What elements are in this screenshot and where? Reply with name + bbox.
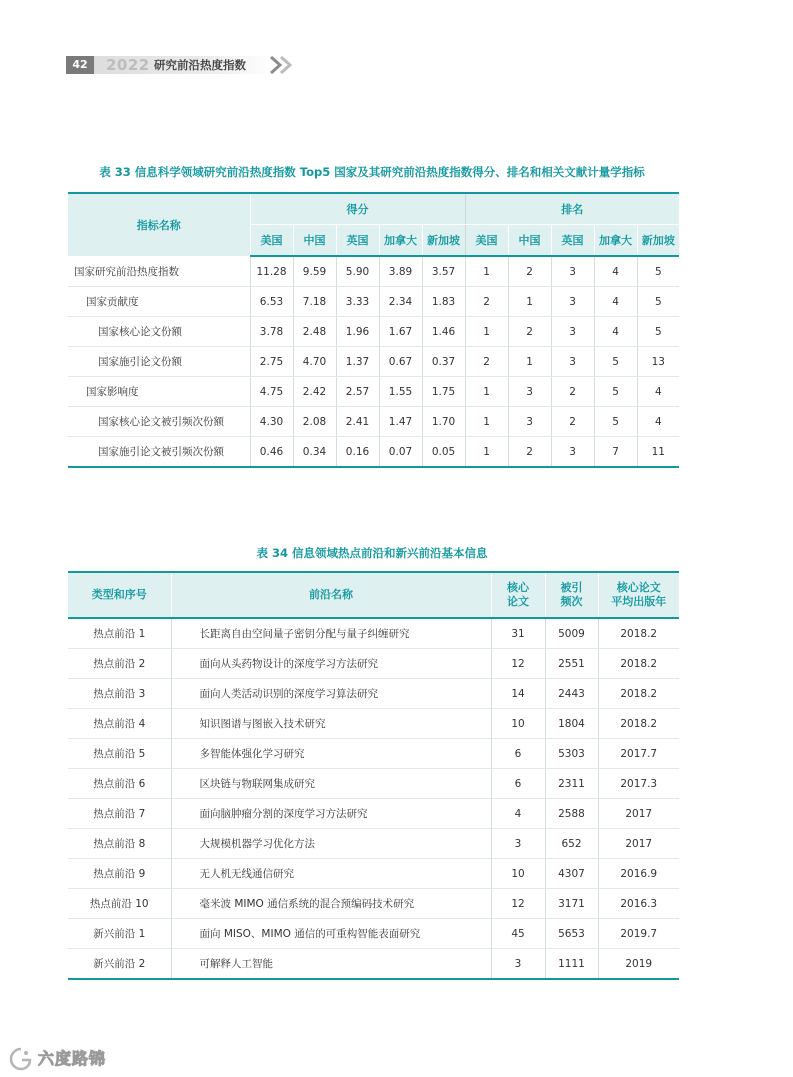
front-title-cell: 多智能体强化学习研究 (171, 739, 491, 769)
indicator-name: 国家核心论文被引频次份额 (68, 407, 250, 437)
table34-row (68, 618, 679, 649)
front-type-cell: 热点前沿 1 (68, 618, 171, 649)
table33-row (68, 377, 679, 407)
rank-cell: 13 (637, 347, 679, 377)
watermark-logo-icon (8, 1046, 34, 1072)
front-type-cell: 热点前沿 3 (68, 679, 171, 709)
core-papers-cell: 31 (491, 618, 545, 649)
double-chevron-right-icon (268, 55, 298, 75)
table33-row (68, 287, 679, 317)
rank-cell: 3 (508, 377, 551, 407)
front-title-cell: 可解释人工智能 (171, 949, 491, 980)
rank-country-header: 英国 (551, 225, 594, 257)
front-title-cell: 毫米波 MIMO 通信系统的混合预编码技术研究 (171, 889, 491, 919)
front-type-cell: 热点前沿 4 (68, 709, 171, 739)
score-cell: 1.55 (379, 377, 422, 407)
citations-cell: 5009 (545, 618, 598, 649)
table34-row (68, 739, 679, 769)
score-cell: 3.78 (250, 317, 293, 347)
rank-cell: 1 (465, 377, 508, 407)
score-cell: 3.33 (336, 287, 379, 317)
table33-header-row (68, 193, 679, 225)
score-cell: 9.59 (293, 256, 336, 287)
rank-group-header: 排名 (465, 193, 679, 225)
citations-cell: 1804 (545, 709, 598, 739)
score-cell: 2.75 (250, 347, 293, 377)
avg-year-cell: 2017.3 (598, 769, 679, 799)
rank-cell: 5 (637, 287, 679, 317)
indicator-name: 国家影响度 (68, 377, 250, 407)
front-type-cell: 热点前沿 9 (68, 859, 171, 889)
score-cell: 3.57 (422, 256, 465, 287)
avg-year-cell: 2017 (598, 829, 679, 859)
score-cell: 11.28 (250, 256, 293, 287)
rank-cell: 11 (637, 437, 679, 468)
avg-year-cell: 2017 (598, 799, 679, 829)
score-cell: 0.67 (379, 347, 422, 377)
table33-row (68, 407, 679, 437)
rank-cell: 1 (508, 287, 551, 317)
rank-country-header: 美国 (465, 225, 508, 257)
citations-cell: 3171 (545, 889, 598, 919)
score-cell: 1.46 (422, 317, 465, 347)
rank-cell: 2 (508, 317, 551, 347)
rank-cell: 3 (551, 437, 594, 468)
front-title-cell: 无人机无线通信研究 (171, 859, 491, 889)
front-title-cell: 大规模机器学习优化方法 (171, 829, 491, 859)
front-title-cell: 面向脑肿瘤分割的深度学习方法研究 (171, 799, 491, 829)
score-cell: 1.83 (422, 287, 465, 317)
citations-cell: 2588 (545, 799, 598, 829)
core-papers-cell: 3 (491, 829, 545, 859)
indicator-name: 国家施引论文被引频次份额 (68, 437, 250, 468)
rank-country-header: 中国 (508, 225, 551, 257)
rank-cell: 1 (465, 437, 508, 468)
watermark-text: 六度路锦 (38, 1049, 107, 1068)
rank-cell: 4 (594, 287, 637, 317)
score-cell: 2.34 (379, 287, 422, 317)
front-type-cell: 热点前沿 5 (68, 739, 171, 769)
front-title-cell: 面向人类活动识别的深度学习算法研究 (171, 679, 491, 709)
indicator-name: 国家贡献度 (68, 287, 250, 317)
rank-country-header: 新加坡 (637, 225, 679, 257)
score-cell: 5.90 (336, 256, 379, 287)
avg-year-cell: 2016.3 (598, 889, 679, 919)
avg-year-cell: 2018.2 (598, 709, 679, 739)
core-papers-header-line2: 论文 (507, 595, 529, 608)
avg-year-cell: 2018.2 (598, 618, 679, 649)
citations-cell: 4307 (545, 859, 598, 889)
score-cell: 2.42 (293, 377, 336, 407)
page-header (66, 54, 298, 76)
citations-cell: 5303 (545, 739, 598, 769)
score-cell: 4.30 (250, 407, 293, 437)
rank-cell: 5 (594, 377, 637, 407)
score-cell: 1.67 (379, 317, 422, 347)
score-country-header: 美国 (250, 225, 293, 257)
score-cell: 7.18 (293, 287, 336, 317)
avg-year-cell: 2016.9 (598, 859, 679, 889)
score-cell: 1.47 (379, 407, 422, 437)
score-country-header: 新加坡 (422, 225, 465, 257)
header-year: 2022 (106, 56, 150, 74)
front-type-cell: 新兴前沿 2 (68, 949, 171, 980)
score-cell: 4.70 (293, 347, 336, 377)
core-papers-cell: 12 (491, 649, 545, 679)
table34-caption: 表 34 信息领域热点前沿和新兴前沿基本信息 (256, 546, 488, 560)
front-title-cell: 知识图谱与图嵌入技术研究 (171, 709, 491, 739)
citations-header-line2: 频次 (560, 595, 583, 608)
score-cell: 3.89 (379, 256, 422, 287)
score-cell: 2.48 (293, 317, 336, 347)
front-type-cell: 热点前沿 10 (68, 889, 171, 919)
watermark (8, 1046, 118, 1072)
citations-cell: 2551 (545, 649, 598, 679)
score-group-header: 得分 (250, 193, 465, 225)
score-cell: 2.41 (336, 407, 379, 437)
avg-year-cell: 2019 (598, 949, 679, 980)
rank-cell: 3 (551, 317, 594, 347)
avg-year-cell: 2019.7 (598, 919, 679, 949)
rank-cell: 2 (551, 377, 594, 407)
front-type-cell: 热点前沿 6 (68, 769, 171, 799)
indicator-name: 国家研究前沿热度指数 (68, 256, 250, 287)
table34-row (68, 679, 679, 709)
table34-row (68, 769, 679, 799)
table33-row (68, 317, 679, 347)
table34-row (68, 889, 679, 919)
rank-cell: 5 (594, 347, 637, 377)
table33 (68, 192, 679, 468)
table33-row (68, 347, 679, 377)
core-papers-cell: 14 (491, 679, 545, 709)
table34-row (68, 649, 679, 679)
citations-cell: 1111 (545, 949, 598, 980)
page-number: 42 (66, 56, 94, 74)
indicator-name: 国家施引论文份额 (68, 347, 250, 377)
front-type-cell: 热点前沿 8 (68, 829, 171, 859)
core-papers-cell: 6 (491, 769, 545, 799)
front-title-cell: 面向从头药物设计的深度学习方法研究 (171, 649, 491, 679)
core-papers-header (491, 572, 545, 618)
avg-year-cell: 2018.2 (598, 679, 679, 709)
table33-row (68, 437, 679, 468)
avg-year-header (598, 572, 679, 618)
rank-cell: 4 (594, 317, 637, 347)
citations-cell: 652 (545, 829, 598, 859)
table34-row (68, 919, 679, 949)
rank-cell: 3 (551, 256, 594, 287)
score-cell: 1.75 (422, 377, 465, 407)
rank-cell: 4 (637, 407, 679, 437)
score-country-header: 中国 (293, 225, 336, 257)
core-papers-cell: 10 (491, 709, 545, 739)
avg-year-cell: 2017.7 (598, 739, 679, 769)
rank-cell: 2 (508, 437, 551, 468)
citations-cell: 5653 (545, 919, 598, 949)
score-cell: 1.96 (336, 317, 379, 347)
avg-year-header-line1: 核心论文 (616, 581, 661, 594)
score-cell: 6.53 (250, 287, 293, 317)
score-cell: 2.57 (336, 377, 379, 407)
rank-cell: 1 (465, 256, 508, 287)
header-title: 研究前沿热度指数 (154, 58, 246, 72)
score-cell: 4.75 (250, 377, 293, 407)
score-cell: 0.07 (379, 437, 422, 468)
title-header: 前沿名称 (171, 572, 491, 618)
citations-cell: 2443 (545, 679, 598, 709)
score-cell: 1.70 (422, 407, 465, 437)
score-cell: 2.08 (293, 407, 336, 437)
indicator-header: 指标名称 (68, 193, 250, 256)
front-title-cell: 长距离自由空间量子密钥分配与量子纠缠研究 (171, 618, 491, 649)
rank-cell: 7 (594, 437, 637, 468)
rank-cell: 5 (637, 317, 679, 347)
avg-year-cell: 2018.2 (598, 649, 679, 679)
avg-year-header-line2: 平均出版年 (611, 595, 667, 608)
rank-cell: 4 (637, 377, 679, 407)
core-papers-cell: 6 (491, 739, 545, 769)
core-papers-cell: 45 (491, 919, 545, 949)
score-cell: 0.37 (422, 347, 465, 377)
table34 (68, 571, 679, 980)
rank-cell: 1 (508, 347, 551, 377)
core-papers-cell: 10 (491, 859, 545, 889)
table34-row (68, 799, 679, 829)
rank-cell: 3 (551, 347, 594, 377)
rank-cell: 2 (551, 407, 594, 437)
core-papers-cell: 12 (491, 889, 545, 919)
table34-row (68, 859, 679, 889)
rank-cell: 1 (465, 317, 508, 347)
table34-row (68, 949, 679, 980)
rank-cell: 3 (508, 407, 551, 437)
type-header: 类型和序号 (68, 572, 171, 618)
core-papers-cell: 4 (491, 799, 545, 829)
rank-cell: 2 (508, 256, 551, 287)
front-type-cell: 热点前沿 2 (68, 649, 171, 679)
front-title-cell: 面向 MISO、MIMO 通信的可重构智能表面研究 (171, 919, 491, 949)
score-cell: 0.05 (422, 437, 465, 468)
score-cell: 0.34 (293, 437, 336, 468)
score-country-header: 加拿大 (379, 225, 422, 257)
table34-row (68, 829, 679, 859)
citations-header-line1: 被引 (560, 581, 583, 594)
rank-cell: 2 (465, 287, 508, 317)
score-cell: 0.16 (336, 437, 379, 468)
citations-cell: 2311 (545, 769, 598, 799)
rank-cell: 5 (637, 256, 679, 287)
rank-cell: 1 (465, 407, 508, 437)
score-cell: 0.46 (250, 437, 293, 468)
rank-cell: 4 (594, 256, 637, 287)
rank-cell: 5 (594, 407, 637, 437)
front-title-cell: 区块链与物联网集成研究 (171, 769, 491, 799)
score-country-header: 英国 (336, 225, 379, 257)
rank-country-header: 加拿大 (594, 225, 637, 257)
rank-cell: 3 (551, 287, 594, 317)
table33-row (68, 256, 679, 287)
rank-cell: 2 (465, 347, 508, 377)
core-papers-cell: 3 (491, 949, 545, 980)
front-type-cell: 新兴前沿 1 (68, 919, 171, 949)
citations-header (545, 572, 598, 618)
indicator-name: 国家核心论文份额 (68, 317, 250, 347)
table34-header-row (68, 572, 679, 618)
score-cell: 1.37 (336, 347, 379, 377)
core-papers-header-line1: 核心 (507, 581, 529, 594)
front-type-cell: 热点前沿 7 (68, 799, 171, 829)
table33-caption: 表 33 信息科学领域研究前沿热度指数 Top5 国家及其研究前沿热度指数得分、排名和相关文献计量学指标 (99, 165, 645, 179)
table34-row (68, 709, 679, 739)
